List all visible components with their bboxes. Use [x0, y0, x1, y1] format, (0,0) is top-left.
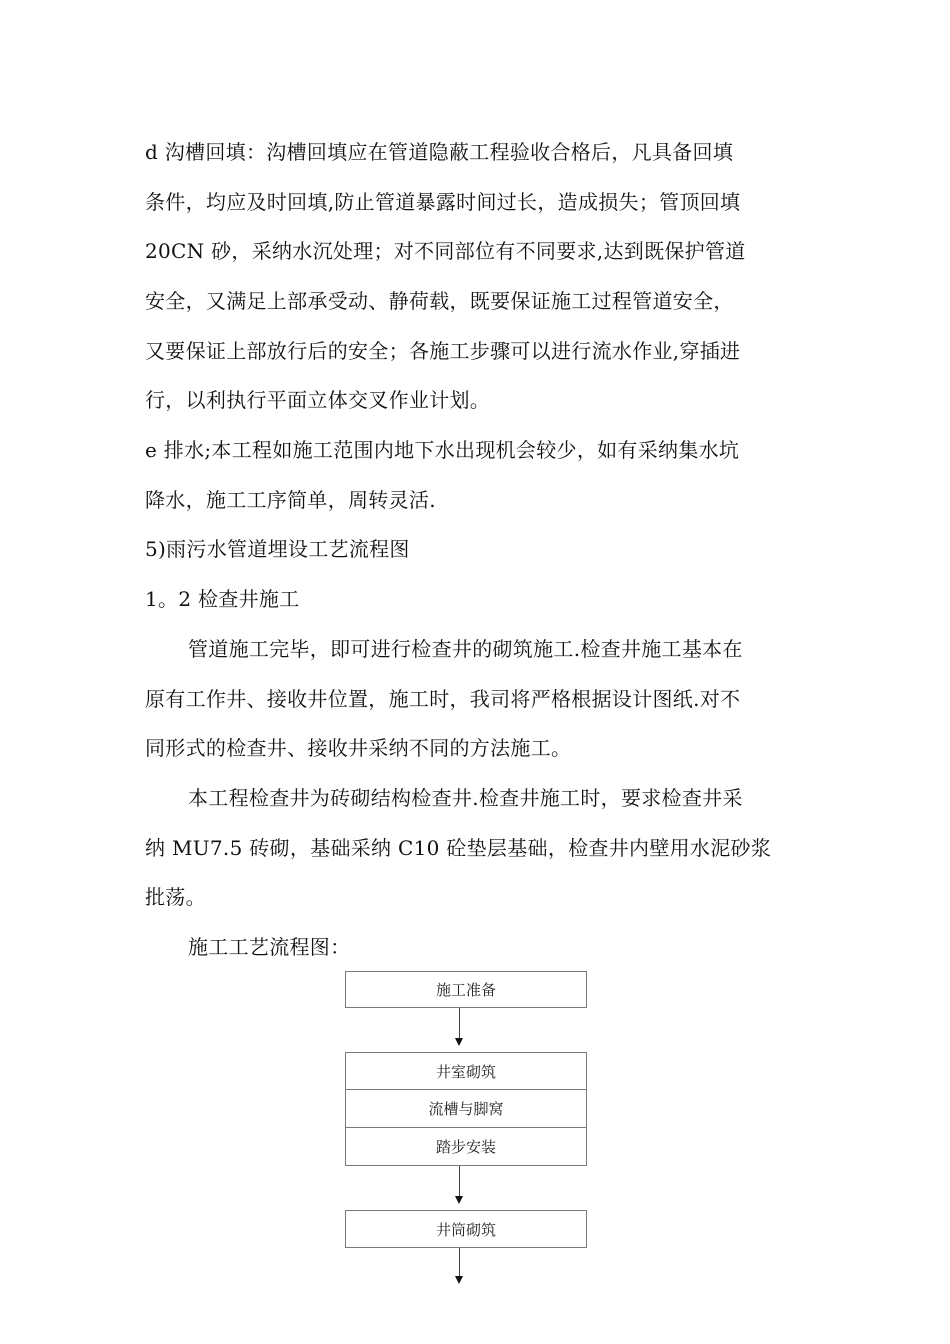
paragraph-1-line-3: 同形式的检查井、接收井采纳不同的方法施工。 — [145, 736, 572, 760]
paragraph-2-line-3: 批荡。 — [145, 885, 206, 909]
paragraph-d-line-4: 安全，又满足上部承受动、静荷载，既要保证施工过程管道安全， — [145, 289, 734, 313]
paragraph-e-line-2: 降水，施工工序简单，周转灵活. — [145, 488, 436, 512]
paragraph-d-line-2: 条件，均应及时回填,防止管道暴露时间过长，造成损失；管顶回填 — [145, 190, 741, 214]
paragraph-1-line-2: 原有工作井、接收井位置，施工时，我司将严格根据设计图纸.对不 — [145, 687, 741, 711]
flow-connector-1 — [459, 1008, 460, 1038]
paragraph-2-line-2: 纳 MU7.5 砖砌，基础采纳 C10 砼垫层基础，检查井内壁用水泥砂浆 — [145, 836, 772, 860]
flowchart-title: 施工工艺流程图： — [188, 935, 351, 959]
flow-step-steps: 踏步安装 — [345, 1128, 587, 1166]
paragraph-e-line-1: e 排水;本工程如施工范围内地下水出现机会较少，如有采纳集水坑 — [145, 438, 740, 462]
paragraph-1-line-1: 管道施工完毕，即可进行检查井的砌筑施工.检查井施工基本在 — [188, 637, 743, 661]
paragraph-d-line-6: 行，以利执行平面立体交叉作业计划。 — [145, 388, 491, 412]
paragraph-d-line-1: d 沟槽回填：沟槽回填应在管道隐蔽工程验收合格后，凡具备回填 — [145, 140, 734, 164]
paragraph-d-line-5: 又要保证上部放行后的安全；各施工步骤可以进行流水作业,穿插进 — [145, 339, 741, 363]
paragraph-d-line-3: 20CN 砂，采纳水沉处理；对不同部位有不同要求,达到既保护管道 — [145, 239, 746, 263]
heading-1-2: 1。2 检查井施工 — [145, 587, 300, 611]
arrow-down-icon — [455, 1196, 463, 1204]
flow-connector-2 — [459, 1166, 460, 1196]
flow-step-prepare: 施工准备 — [345, 971, 587, 1008]
arrow-down-icon — [455, 1276, 463, 1284]
flow-connector-3 — [459, 1248, 460, 1276]
heading-5: 5)雨污水管道埋设工艺流程图 — [145, 537, 410, 561]
flow-step-shaft: 井筒砌筑 — [345, 1210, 587, 1248]
arrow-down-icon — [455, 1038, 463, 1046]
flow-step-channel: 流槽与脚窝 — [345, 1090, 587, 1128]
paragraph-2-line-1: 本工程检查井为砖砌结构检查井.检查井施工时，要求检查井采 — [188, 786, 743, 810]
flow-step-chamber: 井室砌筑 — [345, 1052, 587, 1090]
